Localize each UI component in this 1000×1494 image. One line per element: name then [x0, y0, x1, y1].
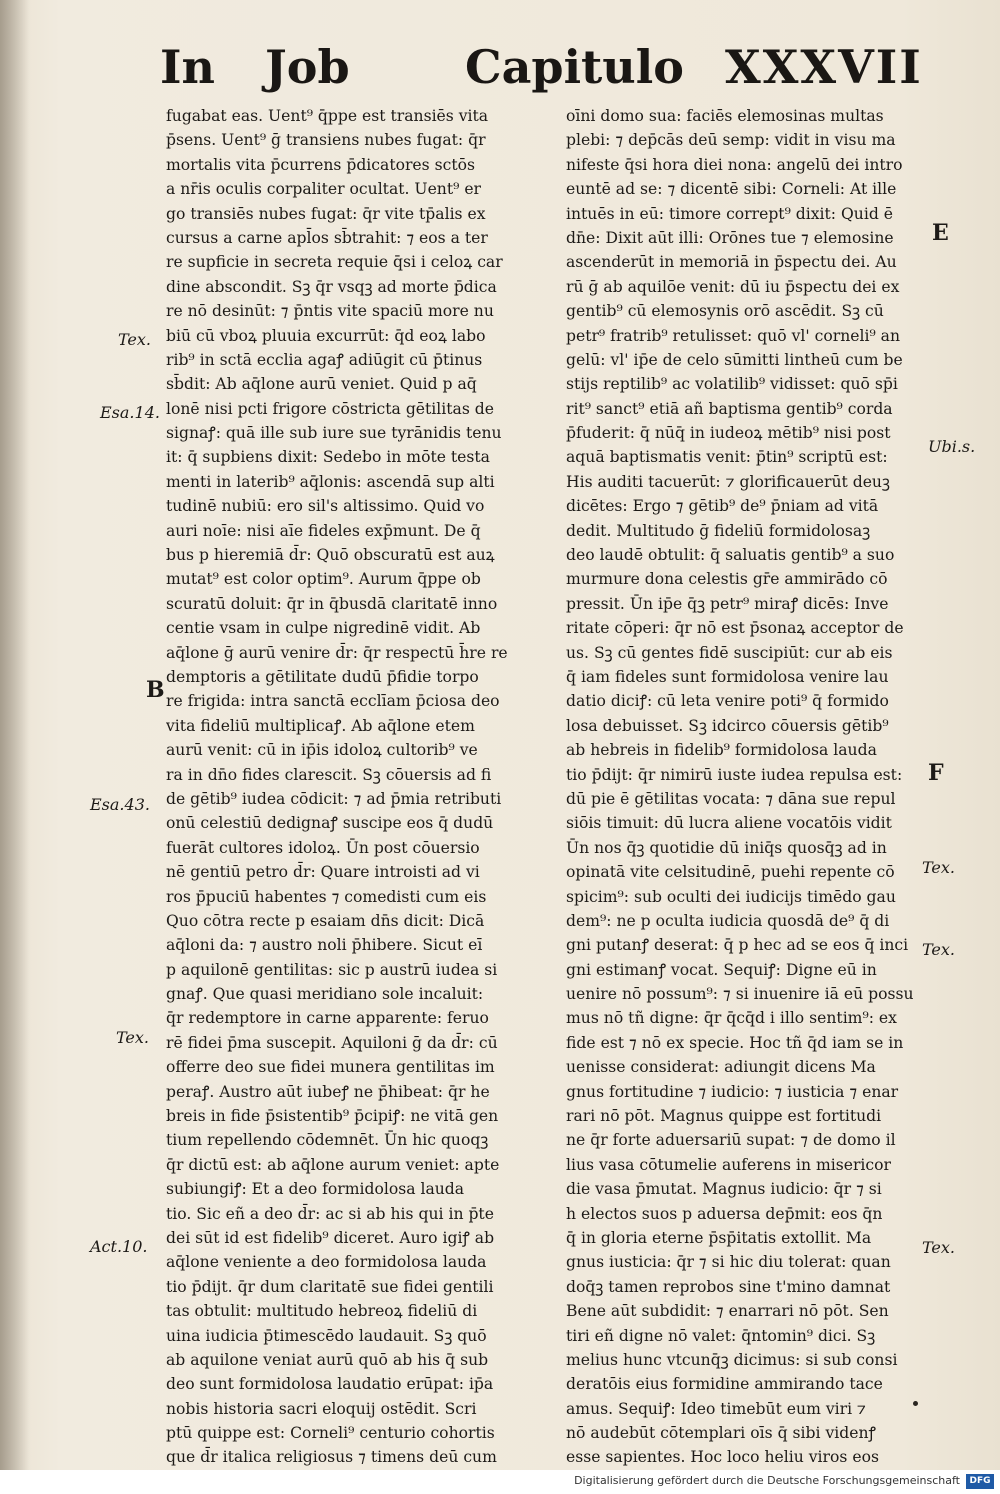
margin-note-tex-right-1: Tex. — [922, 858, 956, 877]
text-line: dem⁹: ne p oculta iudicia quosdā de⁹ q̄ di — [566, 911, 890, 930]
section-letter-f: F — [928, 760, 944, 786]
margin-note-tex-left-2: Tex. — [116, 1028, 150, 1047]
text-line: gelū: vl' ip̄e de celo sūmitti lintheū cum be — [566, 350, 903, 369]
text-line: gentib⁹ cū elemosynis orō ascēdit. Sꝫ cū — [566, 302, 884, 321]
text-line: ab hebreis in fidelib⁹ formidolosa lauda — [566, 741, 877, 760]
text-line: p̄sens. Uent⁹ ḡ transiens nubes fugat: q̄r — [166, 131, 486, 150]
text-line: auri noīe: nisi aīe fideles exp̄munt. De q̄ — [166, 521, 481, 540]
left-text-column — [166, 104, 541, 1470]
text-line: h electos suos p aduersa dep̄mit: eos q̄n — [566, 1204, 883, 1223]
text-line: stijs reptilib⁹ ac volatilib⁹ vidisset: quō sp̄i — [566, 375, 898, 394]
text-line: pressit. Ūn ip̄e q̄ꝫ petr⁹ miraꝭ dicēs: Inve — [566, 594, 889, 613]
text-line: tio p̄dijt. q̄r dum claritatē sue fidei gentili — [166, 1277, 494, 1296]
text-line: rū ḡ ab aquilōe venit: dū iu p̄spectu dei ex — [566, 277, 900, 296]
text-line: cursus a carne apl̄os sb̄trahit: ⁊ eos a ter — [166, 228, 488, 247]
text-line: us. Sꝫ cū gentes fidē suscipiūt: cur ab eis — [566, 643, 893, 662]
margin-note-tex-left-1: Tex. — [118, 330, 152, 349]
text-line: gnaꝭ. Que quasi meridiano sole incaluit: — [166, 985, 484, 1004]
text-line: it: q̄ supbiens dixit: Sedebo in mōte testa — [166, 448, 490, 467]
text-line: ritate cōperi: q̄r nō est p̄sonaꝝ acceptor de — [566, 619, 904, 638]
text-line: euntē ad se: ⁊ dicentē sibi: Corneli: At ille — [566, 180, 897, 199]
text-line: uina iudicia p̄timescēdo laudauit. Sꝫ quō — [166, 1326, 487, 1345]
text-line: losa debuisset. Sꝫ idcirco cōuersis gētib⁹ — [566, 716, 889, 735]
text-line: intuēs in eū: timore corrept⁹ dixit: Quid ē — [566, 204, 893, 223]
running-head-in: In — [160, 40, 215, 94]
text-line: uenire nō possum⁹: ⁊ si inuenire iā eū possu — [566, 985, 914, 1004]
text-line: oīni domo sua: faciēs elemosinas multas — [566, 107, 884, 125]
margin-note-act-10: Act.10. — [90, 1237, 148, 1256]
text-line: dicētes: Ergo ⁊ gētib⁹ de⁹ p̄niam ad vitā — [566, 497, 879, 516]
text-line: rib⁹ in sctā ecclia agaꝭ adiūgit cū p̄tinus — [166, 350, 483, 369]
text-line: lius vasa cōtumelie auferens in misericor — [566, 1155, 891, 1174]
text-line: melius hunc vtcunq̄ꝫ dicimus: si sub consi — [566, 1350, 898, 1369]
text-line: peraꝭ. Austro aūt iubeꝭ ne p̄hibeat: q̄r he — [166, 1082, 490, 1101]
text-line: deratōis eius formidine ammirando tace — [566, 1375, 883, 1394]
text-line: nobis historia sacri eloquij ostēdit. Scri — [166, 1399, 477, 1418]
text-line: demptoris a gētilitate dudū p̄fidie torpo — [166, 667, 479, 686]
text-line: lonē nisi pcti frigore cōstricta gētilitas de — [166, 399, 494, 418]
text-line: re supficie in secreta requie q̄si i celoꝝ car — [166, 253, 503, 272]
text-line: petr⁹ fratrib⁹ retulisset: quō vl' corneli⁹ an — [566, 326, 901, 345]
text-line: dū pie ē gētilitas vocata: ⁊ dāna sue repul — [566, 789, 896, 808]
text-line: amus. Sequiꝭ: Ideo timebūt eum viri ⁊ — [566, 1399, 866, 1418]
right-text-column — [566, 104, 941, 1470]
text-line: rit⁹ sanct⁹ etiā añ baptisma gentib⁹ corda — [566, 399, 893, 418]
text-line: gni putanꝭ deserat: q̄ p hec ad se eos q̄ inci — [566, 936, 909, 955]
text-line: dedit. Multitudo ḡ fideliū formidolosaꝫ — [566, 521, 871, 540]
text-line: de gētib⁹ iudea cōdicit: ⁊ ad p̄mia retributi — [166, 789, 502, 808]
page-speck — [913, 1401, 918, 1406]
text-line: tio. Sic eñ a deo d̄r: ac si ab his qui in p̄te — [166, 1204, 494, 1223]
text-line: rari nō pōt. Magnus quippe est fortitudi — [566, 1107, 882, 1126]
text-line: nō audebūt cōtemplari oīs q̄ sibi videnꝭ — [566, 1424, 876, 1443]
text-line: biū cū vboꝝ pluuia excurrūt: q̄d eoꝝ labo — [166, 326, 486, 345]
text-line: plebi: ⁊ dep̄cās deū semp: vidit in visu ma — [566, 131, 896, 150]
text-line: q̄r redemptore in carne apparente: feruo — [166, 1009, 489, 1028]
text-line: deo sunt formidolosa laudatio erūpat: ip̄a — [166, 1375, 494, 1394]
text-line: aquā baptismatis venit: p̄tin⁹ scriptū est: — [566, 448, 888, 467]
margin-note-tex-right-3: Tex. — [922, 1238, 956, 1257]
text-line: spicim⁹: sub oculti dei iudicijs timēdo gau — [566, 887, 896, 906]
text-line: ne q̄r forte aduersariū supat: ⁊ de domo il — [566, 1131, 896, 1150]
text-line: deo laudē obtulit: q̄ saluatis gentib⁹ a suo — [566, 546, 895, 565]
text-line: His auditi tacuerūt: ⁊ glorificauerūt deuꝫ — [566, 472, 890, 491]
text-line: fugabat eas. Uent⁹ q̄ppe est transiēs vita — [166, 107, 489, 125]
section-letter-b: B — [146, 677, 165, 703]
text-line: opinatā vite celsitudinē, puehi repente cō — [566, 863, 895, 882]
text-line: que d̄r italica religiosus ⁊ timens deū cum — [166, 1448, 497, 1467]
text-line: rē fidei p̄ma suscepit. Aquiloni ḡ da d̄r: cū — [166, 1033, 498, 1052]
text-line: fuerāt cultores idoloꝝ. Ūn post cōuersio — [166, 838, 480, 857]
text-line: go transiēs nubes fugat: q̄r vite tp̄alis ex — [166, 204, 486, 223]
text-line: dei sūt id est fidelib⁹ diceret. Auro igiꝭ ab — [166, 1228, 495, 1247]
text-line: Ūn nos q̄ꝫ quotidie dū iniq̄s quosq̄ꝫ ad in — [566, 838, 887, 857]
text-line: onū celestiū dedignaꝭ suscipe eos q̄ dudū — [166, 814, 494, 833]
text-line: gnus iusticia: q̄r ⁊ si hic diu tolerat: quan — [566, 1253, 891, 1272]
text-line: ascenderūt in memoriā in p̄spectu dei. Au — [566, 253, 897, 272]
text-line: subiungiꝭ: Et a deo formidolosa lauda — [166, 1180, 465, 1199]
text-line: dn̄e: Dixit aūt illi: Orōnes tue ⁊ elemosine — [566, 228, 894, 247]
text-line: breis in fide p̄sistentib⁹ p̄cipiꝭ: ne vitā gen — [166, 1107, 499, 1126]
text-line: murmure dona celestis gr̄e ammirādo cō — [566, 570, 888, 589]
text-line: tas obtulit: multitudo hebreoꝝ fideliū di — [166, 1302, 478, 1321]
text-line: aq̄loni da: ⁊ austro noli p̄hibere. Sicut eī — [166, 936, 483, 955]
text-line: gnus fortitudine ⁊ iudicio: ⁊ iusticia ⁊ enar — [566, 1082, 899, 1101]
digitization-footer — [0, 1470, 1000, 1494]
text-line: die vasa p̄mutat. Magnus iudicio: q̄r ⁊ si — [566, 1180, 882, 1199]
running-head — [160, 40, 930, 100]
text-line: re nō desinūt: ⁊ p̄ntis vite spaciū more nu — [166, 302, 494, 321]
gutter-shadow — [0, 0, 30, 1494]
running-head-chapter-number: XXXVII — [725, 40, 923, 94]
text-line: mutat⁹ est color optim⁹. Aurum q̄ppe ob — [166, 570, 481, 589]
margin-note-esa-43: Esa.43. — [90, 795, 150, 814]
running-head-job: Job — [265, 40, 350, 94]
margin-note-tex-right-2: Tex. — [922, 940, 956, 959]
text-line: mus nō tñ digne: q̄r q̄cq̄d i illo sentim⁹: ex — [566, 1009, 897, 1028]
text-line: aurū venit: cū in ip̄is idoloꝝ cultorib⁹ ve — [166, 741, 478, 760]
text-line: ros p̄puciū habentes ⁊ comedisti cum eis — [166, 887, 487, 906]
text-line: ab aquilone veniat aurū quō ab his q̄ sub — [166, 1350, 489, 1369]
text-line: nē gentiū petro d̄r: Quare introisti ad vi — [166, 863, 480, 882]
text-line: tium repellendo cōdemnēt. Ūn hic quoqꝫ — [166, 1131, 489, 1150]
text-line: q̄r dictū est: ab aq̄lone aurum veniet: apte — [166, 1155, 500, 1174]
text-line: sb̄dit: Ab aq̄lone aurū veniet. Quid p aq̄ — [166, 375, 477, 394]
text-line: aq̄lone ḡ aurū venire d̄r: q̄r respectū h̄re re — [166, 643, 508, 662]
text-line: a nr̄is oculis corpaliter ocultat. Uent⁹ er — [166, 180, 481, 199]
text-line: Quo cōtra recte p esaiam dn̄s dicit: Dicā — [166, 911, 485, 930]
text-line: uenisse considerat: adiungit dicens Ma — [566, 1058, 876, 1077]
text-line: signaꝭ: quā ille sub iure sue tyrānidis tenu — [166, 424, 502, 443]
text-line: offerre deo sue fidei munera gentilitas im — [166, 1058, 495, 1077]
text-line: scuratū doluit: q̄r in q̄busdā claritatē inno — [166, 594, 498, 613]
text-line: tio p̄dijt: q̄r nimirū iuste iudea repulsa est: — [566, 765, 903, 784]
text-line: mortalis vita p̄currens p̄dicatores sctōs — [166, 155, 476, 174]
text-line: datio diciꝭ: cū leta venire poti⁹ q̄ formido — [566, 692, 889, 711]
dfg-logo-icon: DFG — [966, 1474, 994, 1489]
text-line: ptū quippe est: Corneli⁹ centurio cohortis — [166, 1424, 495, 1443]
margin-note-esa-14: Esa.14. — [100, 403, 160, 422]
text-line: vita fideliū multiplicaꝭ. Ab aq̄lone etem — [166, 716, 475, 735]
text-line: re frigida: intra sanctā ecclīam p̄ciosa deo — [166, 692, 500, 711]
text-line: nifeste q̄si hora diei nona: angelū dei intro — [566, 155, 903, 174]
footer-credit-text: Digitalisierung gefördert durch die Deutsche Forschungsgemeinschaft — [574, 1474, 960, 1487]
text-line: bus p hieremiā d̄r: Quō obscuratū est auꝝ — [166, 546, 495, 565]
text-line: dine abscondit. Sꝫ q̄r vsqꝫ ad morte p̄dica — [166, 277, 497, 296]
running-head-capitulo: Capitulo — [465, 40, 684, 94]
margin-note-ubi: Ubi.s. — [928, 437, 976, 456]
text-line: Bene aūt subdidit: ⁊ enarrari nō pōt. Sen — [566, 1302, 889, 1321]
text-line: tudinē nubiū: ero sil's altissimo. Quid vo — [166, 497, 485, 516]
text-line: ra in dn̄o fides clarescit. Sꝫ cōuersis ad fi — [166, 765, 492, 784]
text-line: gni estimanꝭ vocat. Sequiꝭ: Digne eū in — [566, 960, 877, 979]
text-line: fide est ⁊ nō ex specie. Hoc tñ q̄d iam se in — [566, 1033, 904, 1052]
text-line: siōis timuit: dū lucra aliene vocatōis vidit — [566, 814, 892, 833]
text-line: esse sapientes. Hoc loco heliu viros eos — [566, 1448, 879, 1467]
text-line: centie vsam in culpe nigredinē vidit. Ab — [166, 619, 481, 638]
text-line: q̄ iam fideles sunt formidolosa venire lau — [566, 667, 889, 686]
text-line: q̄ in gloria eterne p̄sp̄itatis extollit. Ma — [566, 1228, 872, 1247]
text-line: p aquilonē gentilitas: sic p austrū iudea si — [166, 960, 498, 979]
text-line: tiri eñ digne nō valet: q̄ntomin⁹ dici. Sꝫ — [566, 1326, 876, 1345]
text-line: doq̄ꝫ tamen reprobos sine t'mino damnat — [566, 1277, 891, 1296]
text-line: menti in laterib⁹ aq̄lonis: ascendā sup alti — [166, 472, 495, 491]
text-line: aq̄lone veniente a deo formidolosa lauda — [166, 1253, 487, 1272]
text-line: p̄fuderit: q̄ nūq̄ in iudeoꝝ mētib⁹ nisi post — [566, 424, 891, 443]
section-letter-e: E — [932, 220, 949, 246]
